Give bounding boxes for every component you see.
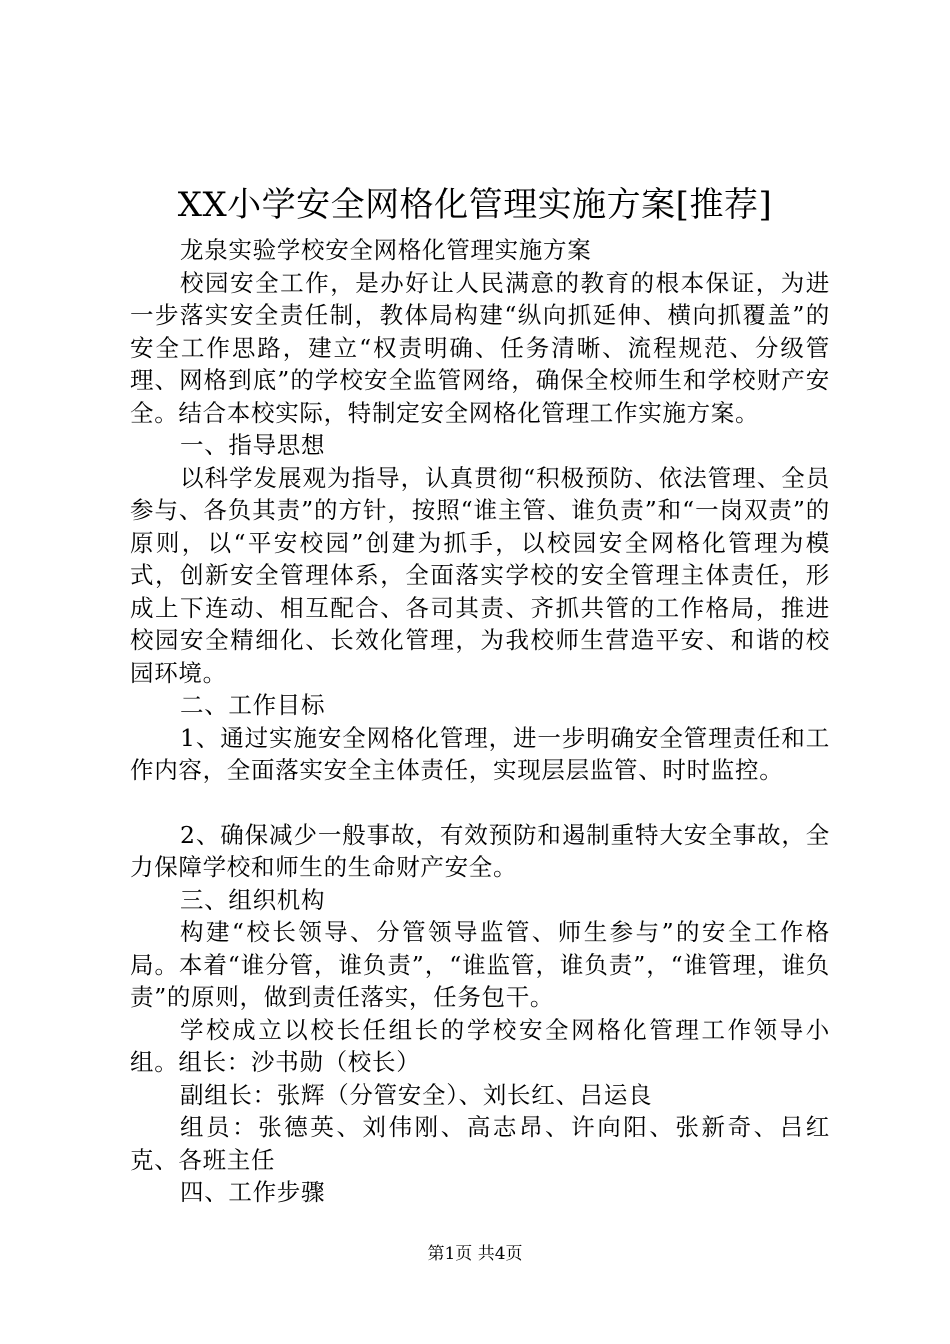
section-heading-3: 三、组织机构 <box>180 885 326 914</box>
section-heading-1: 一、指导思想 <box>180 431 326 459</box>
document-body <box>130 234 830 1209</box>
paragraph-leading-group: 学校成立以校长任组长的学校安全网格化管理工作领导小组。组长：沙书勋（校长） <box>130 1015 830 1076</box>
section-heading-2: 二、工作目标 <box>180 691 326 719</box>
paragraph-organization: 构建“校长领导、分管领导监管、师生参与”的安全工作格局。本着“谁分管，谁负责”，“谁监管，谁负责”，“谁管理，谁负责”的原则，做到责任落实，任务包干。 <box>130 918 830 1011</box>
paragraph-goal-1: 1、通过实施安全网格化管理，进一步明确安全管理责任和工作内容，全面落实安全主体责任，实现层层监管、时时监控。 <box>130 723 830 784</box>
paragraph-goal-2: 2、确保减少一般事故，有效预防和遏制重特大安全事故，全力保障学校和师生的生命财产安全。 <box>130 820 830 881</box>
paragraph-subtitle: 龙泉实验学校安全网格化管理实施方案 <box>180 236 592 264</box>
page-number-footer: 第1页 共4页 <box>427 1244 523 1264</box>
paragraph-members: 组员：张德英、刘伟刚、高志昂、许向阳、张新奇、吕红克、各班主任 <box>130 1113 830 1174</box>
section-heading-4: 四、工作步骤 <box>180 1178 326 1206</box>
paragraph-guiding-thought: 以科学发展观为指导，认真贯彻“积极预防、依法管理、全员参与、各负其责”的方针，按照“谁主管、谁负责”和“一岗双责”的原则，以“平安校园”创建为抓手，以校园安全网格化管理为模式，创新安全管理体系，全面落实学校的安全管理主体责任，形成上下连动、相互配合、各司其责、齐抓共管的工作格局，推进校园安全精细化、长效化管理，为我校师生营造平安、和谐的校园环境。 <box>130 463 830 687</box>
paragraph-intro: 校园安全工作，是办好让人民满意的教育的根本保证，为进一步落实安全责任制，教体局构建“纵向抓延伸、横向抓覆盖”的安全工作思路，建立“权责明确、任务清晰、流程规范、分级管理、网格到底”的学校安全监管网络，确保全校师生和学校财产安全。结合本校实际，特制定安全网格化管理工作实施方案。 <box>130 268 830 427</box>
document-title: XX小学安全网格化管理实施方案[推荐] <box>177 185 773 225</box>
paragraph-deputy-leaders: 副组长：张辉（分管安全）、刘长红、吕运良 <box>180 1080 653 1109</box>
